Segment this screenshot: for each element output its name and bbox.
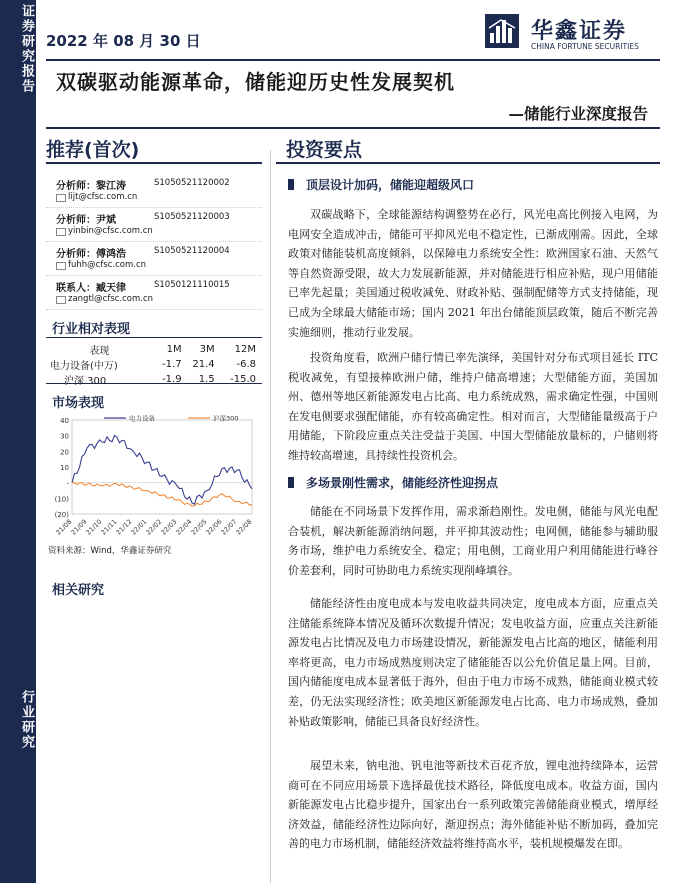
y-tick-label: 30 <box>60 432 69 441</box>
y-tick-label: 20 <box>60 448 69 457</box>
logo-text-cn: 华鑫证券 <box>531 19 628 44</box>
table-cell: 电力设备(中万) <box>50 361 118 372</box>
paragraph: 储能经济性由度电成本与发电收益共同决定，度电成本方面，应重点关注储能系统降本情况及循环次数提升情况；发电收益方面，应重点关注新能源发电占比情况及电力市场建设情况，新能源发电占比高的地区，储能利用率将更高，电力市场成熟度则决定了储能能否以公允价值足量上网。目前，国内储能度电成本显著低于海外，但由于电力市场不成熟，储能商业模式较差，仍无法实现经济性；欧美地区新能源发电占比高、电力市场成熟，叠加补贴政策影响，储能已具备良好经济性。 <box>288 597 658 728</box>
section-heading <box>288 176 474 193</box>
analyst-name: 黎江涛 <box>96 181 126 192</box>
series-line <box>72 435 252 504</box>
paragraph: 储能在不同场景下发挥作用，需求渐趋刚性。发电侧，储能与风光电配合装机，解决新能源消纳问题，并平抑其波动性；电网侧，储能参与辅助服务市场，维护电力系统安全、稳定；用电侧，工商业用户利用储能进行峰谷价差套利，同时可协助电力系统实现削峰填谷。 <box>288 505 658 577</box>
table-cell: -1.7 <box>162 359 182 370</box>
table-header-row <box>46 342 262 357</box>
section-heading-text: 多场景刚性需求，储能经济性迎拐点 <box>306 476 499 490</box>
analyst-name: 臧天律 <box>96 283 126 294</box>
analyst-role: 分析师： <box>56 181 96 192</box>
chart-source: 资料来源：Wind，华鑫证券研究 <box>48 546 172 556</box>
table-header-cell: 表现 <box>89 346 110 357</box>
title-block <box>46 58 660 130</box>
mail-icon <box>56 262 66 270</box>
analyst-cert: S1050521120003 <box>154 212 230 222</box>
analyst-cert: S1050521120004 <box>154 246 230 256</box>
table-header-cell: 3M <box>199 344 215 355</box>
square-bullet-icon <box>288 179 294 190</box>
analyst-email[interactable]: zangtl@cfsc.com.cn <box>68 294 154 304</box>
performance-title: 行业相对表现 <box>52 322 131 337</box>
analyst-role: 分析师： <box>56 215 96 226</box>
market-performance-chart <box>46 410 262 548</box>
analyst-cert: S1050121110015 <box>154 280 230 290</box>
analyst-role: 分析师： <box>56 249 96 260</box>
y-tick-label: (20) <box>54 511 69 519</box>
left-header-rule <box>46 162 262 164</box>
plot-frame <box>72 420 252 514</box>
logo-mark-icon <box>485 14 519 48</box>
x-tick-label: 21/08 <box>54 517 74 537</box>
report-title: 双碳驱动能源革命，储能迎历史性发展契机 <box>56 70 455 94</box>
column-divider <box>270 150 271 883</box>
paragraph: 投资角度看，欧洲户储行情已率先演绎，美国针对分布式项目延长 ITC 税收减免，有望接棒欧洲户储，维持户储高增速；大型储能方面，美国加州、德州等地区新能源发电占比高、电力系统成熟，需求确定性强，中国则在发电侧要求强配储能，亦有较高确定性。相对而言，大型储能量级高于户用储能，下阶段应重点关注受益于美国、中国大型储能放量标的，户储则将维持较高增速，具持续性投资机会。 <box>288 351 658 462</box>
analyst-item <box>46 174 262 208</box>
y-tick-label: 10 <box>60 464 69 472</box>
sidebar-bottom-label: 行业研究 <box>19 690 34 750</box>
table-cell: 沪深 300 <box>64 376 107 387</box>
related-research-title: 相关研究 <box>52 583 105 598</box>
performance-bottom-rule <box>46 383 262 384</box>
mail-icon <box>56 194 66 202</box>
table-cell: -15.0 <box>230 374 256 385</box>
analyst-cert: S1050521120002 <box>154 178 230 188</box>
table-cell: -6.8 <box>236 359 256 370</box>
performance-table <box>46 342 262 387</box>
table-cell: 21.4 <box>192 359 215 370</box>
mail-icon <box>56 228 66 236</box>
sidebar-top-label: 证券研究报告 <box>19 4 34 94</box>
y-tick-label: - <box>66 479 69 488</box>
report-date: 2022 年 08 月 30 日 <box>46 32 201 50</box>
table-header-cell: 1M <box>166 344 182 355</box>
table-cell: -1.9 <box>162 374 182 385</box>
analyst-list <box>46 174 262 310</box>
section-heading <box>288 474 498 491</box>
x-tick-label: 21/10 <box>84 517 104 537</box>
x-tick-label: 22/05 <box>189 517 209 537</box>
analyst-email[interactable]: fuhh@cfsc.com.cn <box>68 260 147 270</box>
x-tick-label: 21/12 <box>114 517 134 537</box>
table-header-cell: 12M <box>234 344 256 355</box>
series-line <box>72 483 252 507</box>
legend-label: 电力设备 <box>129 414 155 423</box>
table-row <box>46 372 262 387</box>
x-tick-label: 21/11 <box>99 517 119 537</box>
x-tick-label: 22/07 <box>219 517 239 537</box>
table-row <box>46 357 262 372</box>
section-heading-text: 顶层设计加码，储能迎超级风口 <box>306 178 475 192</box>
x-tick-label: 22/06 <box>204 517 224 537</box>
paragraph: 展望未来，钠电池、钒电池等新技术百花齐放，锂电池持续降本，运营商可在不同应用场景下选择最优技术路径，降低度电成本。收益方面，国内新能源发电占比稳步提升，国家出台一系列政策完善储能商业模式，增厚经济效益，储能经济性边际向好，渐迎拐点；海外储能补贴不断加码，叠加完善的电力市场机制，储能经济效益将维持高水平，装机规模爆发在即。 <box>288 759 658 851</box>
y-tick-label: 40 <box>60 417 69 425</box>
legend-label: 沪深300 <box>213 414 239 423</box>
logo-text-en: CHINA FORTUNE SECURITIES <box>531 42 639 51</box>
recommendation-rating: 推荐(首次) <box>46 139 140 161</box>
market-title: 市场表现 <box>52 396 105 411</box>
analyst-item <box>46 208 262 242</box>
right-header-rule <box>276 162 660 164</box>
x-tick-label: 21/09 <box>69 517 89 537</box>
left-sidebar <box>0 0 36 883</box>
analyst-item <box>46 276 262 310</box>
analyst-name: 傅鸿浩 <box>96 249 126 260</box>
performance-title-rule <box>46 337 262 338</box>
analyst-role: 联系人： <box>56 283 96 294</box>
x-tick-label: 22/01 <box>129 517 149 537</box>
investment-title: 投资要点 <box>286 139 363 161</box>
mail-icon <box>56 296 66 304</box>
table-cell: 1.5 <box>198 374 215 385</box>
x-tick-label: 22/08 <box>234 517 254 537</box>
x-tick-label: 22/02 <box>144 517 164 537</box>
analyst-email[interactable]: yinbin@cfsc.com.cn <box>68 226 153 236</box>
analyst-email[interactable]: lijt@cfsc.com.cn <box>68 192 138 202</box>
report-subtitle: —储能行业深度报告 <box>508 105 648 123</box>
x-tick-label: 22/03 <box>159 517 179 537</box>
square-bullet-icon <box>288 477 294 488</box>
company-logo <box>485 14 665 54</box>
y-tick-label: (10) <box>54 495 69 504</box>
paragraph: 双碳战略下，全球能源结构调整势在必行，风光电高比例接入电网，为电网安全造成冲击，储能可平抑风光电不稳定性，已渐成刚需。因此，全球政策对储能装机高度倾斜，以保障电力系统安全性：欧洲国家石油、天然气等自然资源受限，故大力发展新能源，并对储能进行相应补贴，现户用储能已率先起量；美国通过税收减免、财政补贴、强制配储等方式支持储能，现已成为全球最大储能市场；国内 2021 年出台储能顶层政策，随后不断完善实施细则，推动行业发展。 <box>288 208 658 339</box>
x-tick-label: 22/04 <box>174 517 194 537</box>
analyst-item <box>46 242 262 276</box>
analyst-name: 尹斌 <box>96 215 116 226</box>
